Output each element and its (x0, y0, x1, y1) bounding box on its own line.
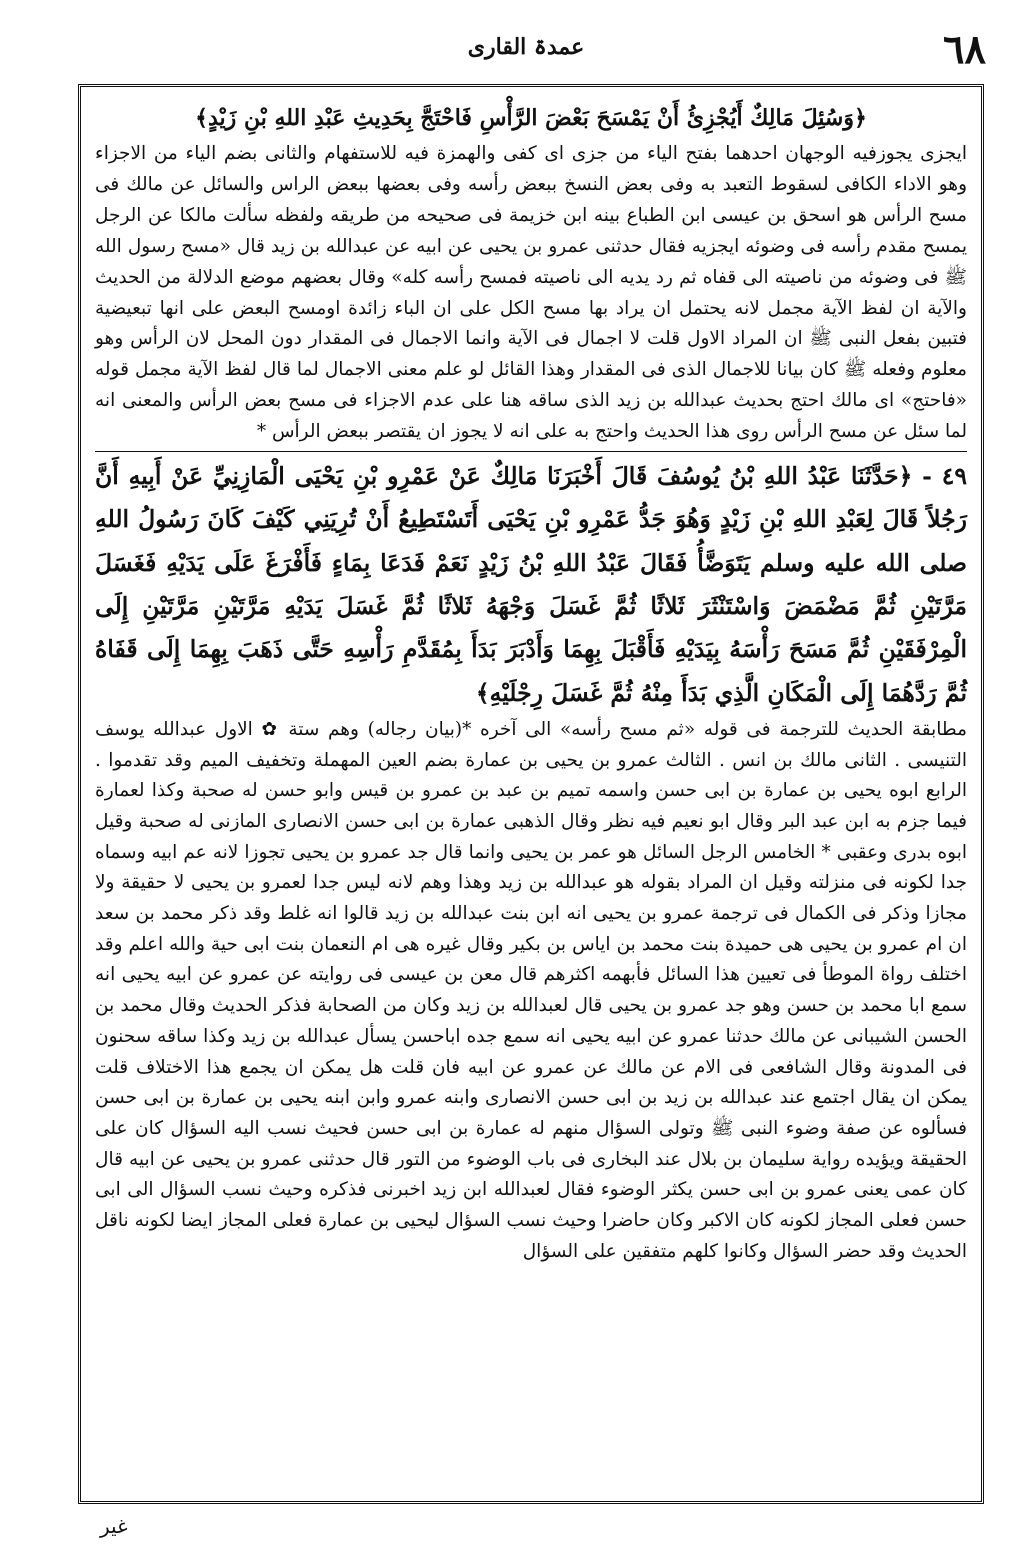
page-number: ٦٨ (943, 26, 986, 73)
running-title: عمدۃ القاری (467, 34, 585, 60)
page-header (66, 24, 986, 80)
chapter-heading: ﴿وَسُئِلَ مَالِكٌ أَيُجْزِئُ أَنْ يَمْسَحَ بَعْضَ الرَّأْسِ فَاحْتَجَّ بِحَدِيثِ عَبْدِ اللهِ بْنِ زَيْدٍ﴾ (195, 105, 867, 131)
commentary-paragraph-2: مطابقة الحديث للترجمة فى قوله «ثم مسح رأسه» الى آخره *(بيان رجاله) وهم ستة ✿ الاول عبدالله يوسف التنيسى . الثانى مالك بن انس . الثالث عمرو بن يحيى بن عمارة بضم العين المهملة وتخفيف الميم وقد تقدموا . الرابع ابوه يحيى بن عمارة بن ابى حسن واسمه تميم بن عبد بن عمرو بن قيس وابو حسن له صحبة وكذا لعمارة فيما جزم به ابن عبد البر وقال ابو نعيم فيه نظر وقال الذهبى عمارة بن ابى حسن الانصارى المازنى له صحبة وقيل ابوه بدرى وعقبى * الخامس الرجل السائل هو عمر بن يحيى وانما قال جد عمرو بن يحيى تجوزا لانه عم ابيه وسماه جدا لكونه فى منزلته وقيل ان المراد بقوله هو عبدالله بن زيد وهذا وهم لانه ليس جدا لعمرو بن يحيى لا حقيقة ولا مجازا وذكر فى الكمال فى ترجمة عمرو بن يحيى انه ابن بنت عبدالله بن زيد قالوا انه غلط وقد ذكر محمد بن سعد ان ام عمرو بن يحيى هى حميدة بنت محمد بن اياس بن بكير وقال غيره هى ام النعمان بنت ابى حية والله اعلم وقد اختلف رواة الموطأ فى تعيين هذا السائل فأبهمه اكثرهم قال معن بن عيسى فى روايته عن عمرو عن ابيه يحيى انه سمع ابا محمد بن حسن وهو جد عمرو بن يحيى قال لعبدالله بن زيد وكان من الصحابة فذكر الحديث وقال محمد بن الحسن الشيبانى عن مالك حدثنا عمرو عن ابيه يحيى انه سمع جده اباحسن يسأل عبدالله بن زيد وكذا ساقه سحنون فى المدونة وقال الشافعى فى الام عن مالك عن عمرو عن ابيه فان قلت هل يمكن ان يجمع هذا الاختلاف قلت يمكن ان يقال اجتمع عند عبدالله بن زيد بن ابى حسن الانصارى وابنه عمرو وابن ابنه يحيى بن عمارة بن ابى حسن فسألوه عن صفة وضوء النبى ﷺ وتولى السؤال منهم له عمارة بن ابى حسن فحيث نسب اليه السؤال كان على الحقيقة ويؤيده رواية سليمان بن بلال عند البخارى فى باب الوضوء من التور قال حدثنى عمرو بن يحيى عن ابيه قال كان عمى يعنى عمرو بن ابى حسن يكثر الوضوء فقال لعبدالله ابن زيد اخبرنى فذكره وحيث نسب السؤال الى ابى حسن فعلى المجاز لكونه كان الاكبر وكان حاضرا وحيث نسب السؤال ليحيى بن عمارة فعلى المجاز ايضا لكونه ناقل الحديث وقد حضر السؤال وكانوا كلهم متفقين على السؤال (95, 718, 967, 1262)
commentary-paragraph-1: ايجزى يجوزفيه الوجهان احدهما بفتح الياء من جزى اى كفى والهمزة فيه للاستفهام والثانى بضم الياء من الاجزاء وهو الاداء الكافى لسقوط التعبد به وفى بعض النسخ ببعض رأسه وفى بعضها ببعض الراس والسائل عن مالك فى مسح الرأس هو اسحق بن عيسى ابن الطباع بينه ابن خزيمة فى صحيحه من طريقه ولفظه سألت مالكا عن الرجل يمسح مقدم رأسه فى وضوئه ايجزيه فقال حدثنى عمرو بن يحيى عن ابيه عن عبدالله بن زيد قال «مسح رسول الله ﷺ فى وضوئه من ناصيته الى قفاه ثم رد يديه الى ناصيته فمسح رأسه كله» وقال بعضهم موضع الدلالة من الحديث والآية ان لفظ الآية مجمل لانه يحتمل ان يراد بها مسح الكل على ان الباء زائدة اومسح البعض على انها تبعيضية فتبين بفعل النبى ﷺ ان المراد الاول قلت لا اجمال فى الآية وانما الاجمال فى المقدار دون المحل لان الرأس وهو معلوم وفعله ﷺ كان بيانا للاجمال الذى فى المقدار وهذا القائل لو علم معنى الاجمال لما قال لفظ الآية مجمل قوله «فاحتج» اى مالك احتج بحديث عبدالله بن زيد الذى ساقه هنا على عدم الاجزاء فى مسح بعض الرأس والمعنى انه لما سئل عن مسح الرأس روى هذا الحديث واحتج به على انه لا يجوز ان يقتصر ببعض الرأس * (95, 143, 967, 443)
hadith-text-49: ٤٩ - ﴿حَدَّثَنَا عَبْدُ اللهِ بْنُ يُوسُفَ قَالَ أَخْبَرَنَا مَالِكٌ عَنْ عَمْرِو بْنِ يَحْيَى الْمَازِنِيِّ عَنْ أَبِيهِ أَنَّ رَجُلاً قَالَ لِعَبْدِ اللهِ بْنِ زَيْدٍ وَهُوَ جَدُّ عَمْرِو بْنِ يَحْيَى أَتَسْتَطِيعُ أَنْ تُرِيَنِي كَيْفَ كَانَ رَسُولُ اللهِ صلى الله عليه وسلم يَتَوَضَّأُ فَقَالَ عَبْدُ اللهِ بْنُ زَيْدٍ نَعَمْ فَدَعَا بِمَاءٍ فَأَفْرَغَ عَلَى يَدَيْهِ فَغَسَلَ مَرَّتَيْنِ ثُمَّ مَضْمَضَ وَاسْتَنْثَرَ ثَلاثًا ثُمَّ غَسَلَ وَجْهَهُ ثَلاثًا ثُمَّ غَسَلَ يَدَيْهِ مَرَّتَيْنِ مَرَّتَيْنِ إِلَى الْمِرْفَقَيْنِ ثُمَّ مَسَحَ رَأْسَهُ بِيَدَيْهِ فَأَقْبَلَ بِهِمَا وَأَدْبَرَ بَدَأَ بِمُقَدَّمِ رَأْسِهِ حَتَّى ذَهَبَ بِهِمَا إِلَى قَفَاهُ ثُمَّ رَدَّهُمَا إِلَى الْمَكَانِ الَّذِي بَدَأَ مِنْهُ ثُمَّ غَسَلَ رِجْلَيْهِ﴾ (95, 462, 967, 707)
catchword: غير (100, 1514, 128, 1538)
text-frame (78, 84, 984, 1504)
section-divider (95, 451, 967, 452)
